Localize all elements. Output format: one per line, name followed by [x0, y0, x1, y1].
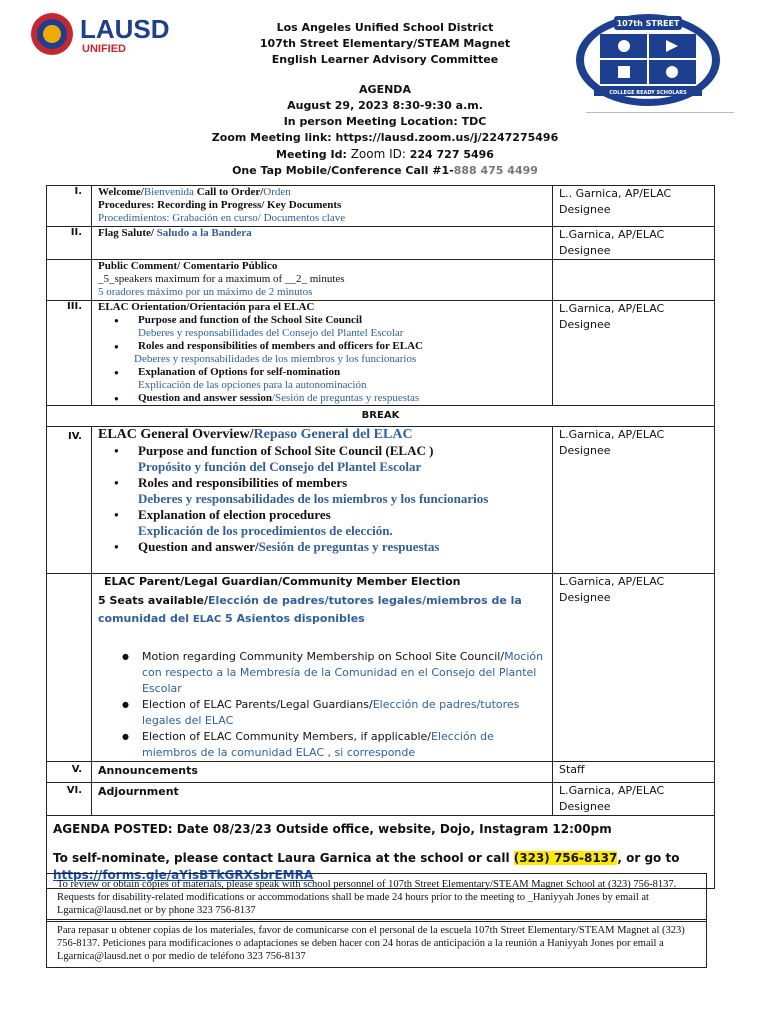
self-nominate-notice: To self-nominate, please contact Laura Garnica at the school or call (323) 756-8137, or go to https://forms.gle/aYisBTkGRXsbrEMRA [53, 851, 680, 882]
agenda-row-public-comment [47, 260, 715, 301]
meeting-date: August 29, 2023 8:30-9:30 a.m. [287, 99, 483, 112]
district-name: Los Angeles Unified School District [276, 21, 494, 34]
orientation-title: ELAC Orientation/Orientación para el ELAC [98, 301, 315, 313]
agenda-row-4 [47, 427, 715, 574]
welcome-line: Welcome/Bienvenida Call to Order/Orden [98, 186, 291, 198]
public-comment-limit-es: 5 oradores máximo por un máximo de 2 minutos [98, 286, 313, 298]
agenda-row-election [47, 574, 715, 762]
agenda-row-6 [47, 783, 715, 816]
presenter: L.Garnica, AP/ELAC Designee [553, 427, 715, 574]
school-logo [574, 12, 722, 108]
election-title: ELAC Parent/Legal Guardian/Community Member Election [104, 575, 461, 588]
lausd-logo-text: LAUSD [80, 14, 170, 44]
list-item-es: Explicación de las opciones para la autonominación [138, 379, 367, 391]
school-logo-sub2: & STEAM MAGNET SCHOOL [620, 98, 676, 103]
overview-title: ELAC General Overview/Repaso General del ELAC [98, 427, 413, 442]
adjournment-label: Adjournment [98, 785, 179, 798]
list-item: ● Question and answer session/Sesión de preguntas y respuestas [92, 392, 552, 405]
agenda-row-5 [47, 762, 715, 783]
school-name: 107th Street Elementary/STEAM Magnet [259, 37, 511, 50]
row-number: III. [67, 301, 82, 312]
procedures-line: Procedures: Recording in Progress/ Key Documents [98, 199, 342, 211]
row-number: V. [71, 764, 82, 775]
agenda-row-3 [47, 301, 715, 406]
agenda-title: AGENDA [359, 83, 411, 96]
list-item: ● Purpose and function of the School Site Council [92, 314, 552, 327]
row-number: VI. [66, 785, 82, 796]
notice-english: To review or obtain copies of materials, please speak with school personnel of 107th Street Elementary/STEAM Magnet School at (323) 756-8137. Requests for disability-related modifications or accommodations shall be made 24 hours prior to the meeting to _Haniyyah Jones by email at Lgarnica@lausd.net or by phone 323 756-8137 [46, 873, 707, 922]
list-item: ● Motion regarding Community Membership on School Site Council/Moción con respecto a la Membresía de la Comunidad en el Consejo del Plantel Escolar [92, 649, 552, 697]
list-item: ● Election of ELAC Community Members, if applicable/Elección de miembros de la comunidad ELAC , si corresponde [92, 729, 552, 761]
meeting-id: Meeting Id: Zoom ID: 224 727 5496 [276, 147, 494, 161]
agenda-table [46, 185, 715, 889]
flag-salute-line: Flag Salute/ Saludo a la Bandera [98, 227, 252, 239]
agenda-header [200, 20, 570, 179]
seats-available: 5 Seats available/Elección de padres/tutores legales/miembros de la comunidad del ELAC 5 Asientos disponibles [98, 594, 522, 625]
list-item-es: Deberes y responsabilidades de los miembros y los funcionarios [138, 491, 489, 506]
presenter: L.Garnica, AP/ELAC Designee [553, 227, 715, 260]
row-number: II. [70, 227, 82, 238]
conference-call: One Tap Mobile/Conference Call #1-888 475 4499 [232, 164, 538, 177]
row-number: IV. [68, 431, 82, 442]
committee-name: English Learner Advisory Committee [271, 53, 499, 66]
posted-notice: AGENDA POSTED: Date 08/23/23 Outside office, website, Dojo, Instagram 12:00pm [53, 822, 612, 836]
presenter: Staff [553, 762, 715, 783]
list-item: ● Election of ELAC Parents/Legal Guardians/Elección de padres/tutores legales del ELAC [92, 697, 552, 729]
public-comment-title: Public Comment/ Comentario Público [98, 260, 278, 272]
list-item-es: Deberes y responsabilidades de los miembros y los funcionarios [134, 353, 417, 365]
presenter: L.Garnica, AP/ELAC Designee [553, 301, 715, 406]
notice-spanish: Para repasar u obtener copias de los materiales, favor de comunicarse con el personal de la escuela 107th Street Elementary/STEAM Magnet al (323) 756-8137. Peticiones para modificaciones o adaptaciones se deben hacer con 24 horas de anticipación a la reunión a Haniyyah Jones por email a Lgarnica@lausd.net o por medio de teléfono 323 756-8137 [46, 919, 707, 968]
list-item: ● Purpose and function of School Site Council (ELAC ) [92, 443, 552, 459]
row-number: I. [74, 186, 82, 197]
agenda-row-1 [47, 186, 715, 227]
break-label: BREAK [47, 406, 715, 427]
agenda-row-2 [47, 227, 715, 260]
presenter: L.Garnica, AP/ELAC Designee [553, 783, 715, 816]
list-item-es: Explicación de los procedimientos de elección. [138, 523, 393, 538]
list-item: ● Explanation of election procedures [92, 507, 552, 523]
list-item: ● Roles and responsibilities of members and officers for ELAC [92, 340, 552, 353]
school-logo-title: 107th STREET [616, 19, 680, 28]
lausd-logo [30, 12, 205, 56]
lausd-logo-sub: UNIFIED [82, 43, 126, 55]
list-item: ● Explanation of Options for self-nomination [92, 366, 552, 379]
header-rule [586, 112, 734, 113]
zoom-link[interactable]: Zoom Meeting link: https://lausd.zoom.us/j/2247275496 [211, 131, 559, 144]
list-item: ● Question and answer/Sesión de preguntas y respuestas [92, 539, 552, 555]
public-comment-limit: _5_speakers maximum for a maximum of __2_ minutes [98, 273, 345, 285]
school-logo-sub: COLLEGE READY SCHOLARS [609, 90, 687, 96]
procedures-line-es: Procedimientos: Grabación en curso/ Documentos clave [98, 212, 346, 224]
agenda-row-break [47, 406, 715, 427]
meeting-location: In person Meeting Location: TDC [283, 115, 487, 128]
list-item-es: Propósito y función del Consejo del Plantel Escolar [138, 459, 422, 474]
presenter: L.. Garnica, AP/ELAC Designee [553, 186, 715, 227]
presenter: L.Garnica, AP/ELAC Designee [553, 574, 715, 762]
nomination-form-link[interactable]: https://forms.gle/aYisBTkGRXsbrEMRA [53, 868, 314, 882]
list-item: ● Roles and responsibilities of members [92, 475, 552, 491]
announcements-label: Announcements [98, 764, 198, 777]
list-item-es: Deberes y responsabilidades del Consejo del Plantel Escolar [138, 327, 404, 339]
